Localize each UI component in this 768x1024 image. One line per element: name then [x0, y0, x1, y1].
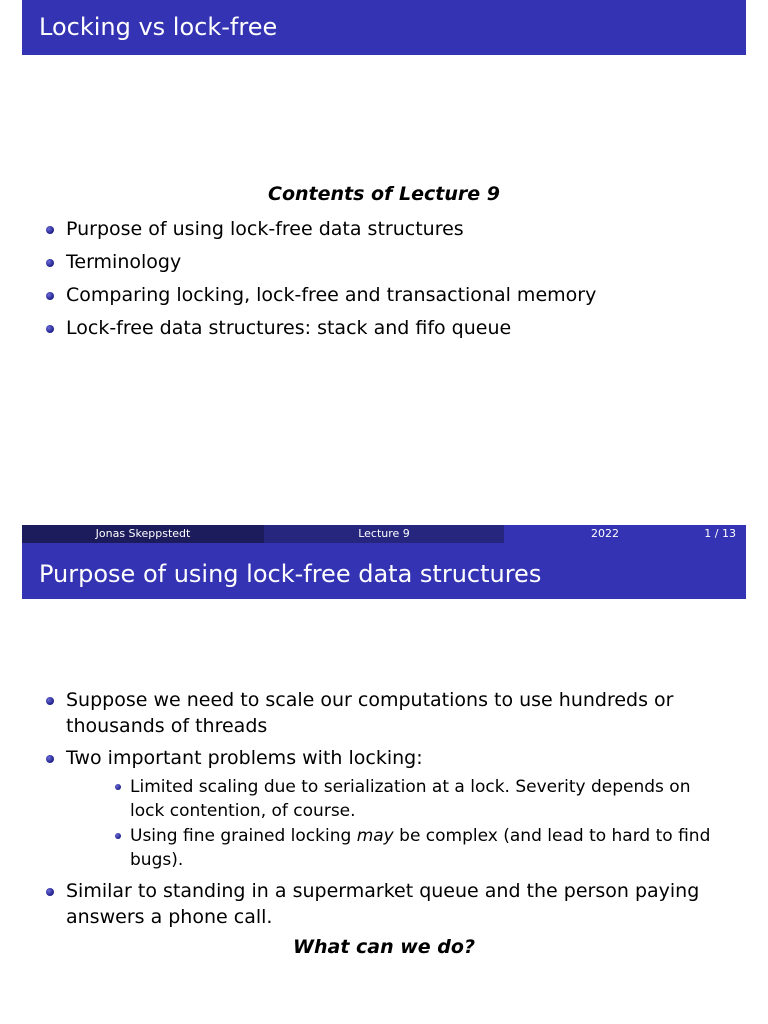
- sub-bullet-icon: [115, 833, 121, 839]
- content-list: [66, 687, 726, 936]
- question-text: What can we do?: [293, 936, 475, 958]
- sub-list-item: Using fine grained locking may be complex (and lead to hard to find bugs).: [130, 824, 726, 872]
- bullet-icon: [46, 259, 54, 267]
- list-item: Suppose we need to scale our computations to use hundreds or thousands of threads: [66, 687, 726, 739]
- footer-lecture: Lecture 9: [264, 525, 504, 543]
- slide-title: Purpose of using lock-free data structures: [39, 560, 542, 588]
- bullet-icon: [46, 292, 54, 300]
- bullet-icon: [46, 888, 54, 896]
- slide-1: [22, 0, 746, 543]
- sub-bullet-icon: [115, 784, 121, 790]
- slide-title-bar: [22, 0, 746, 55]
- contents-heading: Contents of Lecture 9: [268, 183, 500, 205]
- list-item: Comparing locking, lock-free and transactional memory: [66, 282, 596, 308]
- slide-2: [22, 543, 746, 1024]
- slide-title: Locking vs lock-free: [39, 13, 278, 41]
- footer-year: 2022: [591, 527, 619, 540]
- slide-footer: [22, 525, 746, 543]
- sub-list-item: Limited scaling due to serialization at a lock. Severity depends on lock contention, of course.: [130, 775, 726, 823]
- bullet-icon: [46, 755, 54, 763]
- list-item: Terminology: [66, 249, 596, 275]
- sub-list: [22, 775, 726, 872]
- slide-title-bar: [22, 543, 746, 599]
- footer-author: Jonas Skeppstedt: [22, 525, 264, 543]
- footer-page-number: 1 / 13: [704, 527, 736, 540]
- bullet-icon: [46, 226, 54, 234]
- list-item: Similar to standing in a supermarket queue and the person paying answers a phone call.: [66, 878, 726, 930]
- footer-right: [504, 525, 746, 543]
- list-item: Two important problems with locking: Limited scaling due to serialization at a lock. Severity depends on lock contention, of course. Using fine grained locking may be complex (and lead to hard to find bugs).: [66, 745, 726, 872]
- bullet-icon: [46, 325, 54, 333]
- emphasis: may: [356, 826, 394, 846]
- list-item: Purpose of using lock-free data structures: [66, 216, 596, 242]
- list-item: Lock-free data structures: stack and fifo queue: [66, 315, 596, 341]
- bullet-icon: [46, 697, 54, 705]
- contents-list: [66, 216, 596, 348]
